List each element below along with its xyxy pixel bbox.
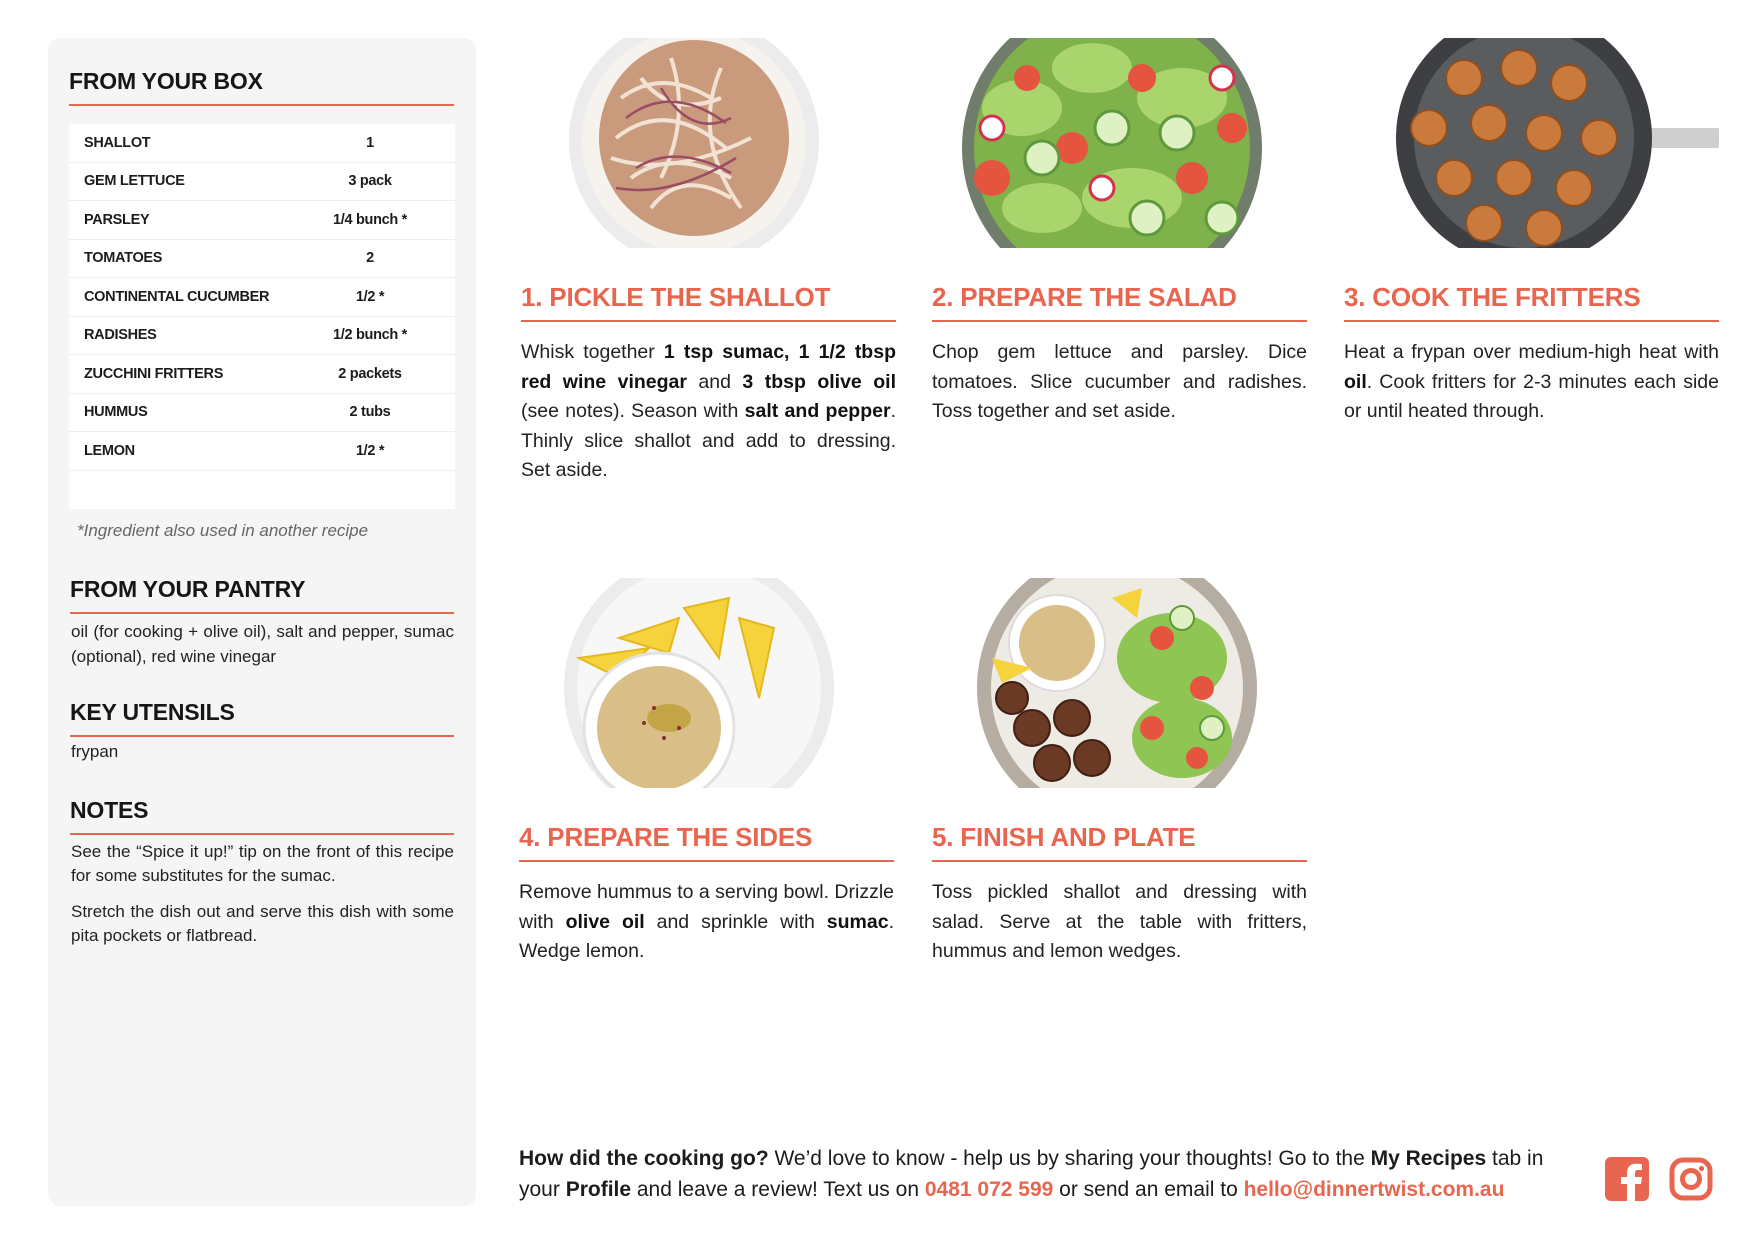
text-segment: We’d love to know - help us by sharing your thoughts! Go to the: [768, 1147, 1371, 1170]
step-instructions: [521, 338, 896, 486]
ingredient-qty: 3 pack: [348, 173, 392, 190]
text-segment: Toss pickled shallot and dressing with salad. Serve at the table with fritters, hummus and lemon wedges.: [932, 881, 1307, 962]
text-segment: . Thinly slice shallot and add to dressing. Set aside.: [521, 400, 896, 481]
bold-text: sumac: [826, 910, 889, 933]
feedback-message: [519, 1143, 1589, 1205]
from-your-box-heading: FROM YOUR BOX: [69, 68, 454, 106]
ingredient-qty: 1/2 *: [355, 442, 385, 459]
ingredient-name: ZUCCHINI FRITTERS: [84, 365, 224, 382]
ingredient-name: TOMATOES: [84, 250, 163, 267]
step-title: 1. PICKLE THE SHALLOT: [521, 282, 896, 322]
bold-text: Profile: [565, 1178, 632, 1201]
ingredient-qty: 1/2 *: [355, 288, 385, 305]
text-segment: or send an email to: [1053, 1178, 1244, 1201]
step-title: 3. COOK THE FRITTERS: [1344, 282, 1719, 322]
bold-text: salt and pepper: [744, 400, 891, 422]
text-segment: . Wedge lemon.: [519, 910, 894, 962]
text-segment: Chop gem lettuce and parsley. Dice tomatoes. Slice cucumber and radishes. Toss together and set aside.: [932, 341, 1307, 422]
bold-text: How did the cooking go?: [519, 1147, 769, 1170]
text-segment: and: [686, 370, 743, 393]
ingredient-row: [69, 240, 455, 279]
facebook-icon[interactable]: [1604, 1156, 1650, 1202]
ingredient-row: [69, 355, 455, 394]
contact-link[interactable]: hello@dinnertwist.com.au: [1243, 1178, 1505, 1201]
bold-text: oil: [1344, 370, 1367, 393]
note-paragraph: Stretch the dish out and serve this dish with some pita pockets or flatbread.: [71, 902, 454, 945]
pantry-items: oil (for cooking + olive oil), salt and pepper, sumac (optional), red wine vinegar: [71, 622, 454, 666]
text-segment: tab in your: [519, 1147, 1544, 1201]
ingredients-table: [69, 124, 455, 509]
bold-text: My Recipes: [1370, 1147, 1487, 1170]
salad-bowl-photo: [932, 38, 1307, 248]
utensils-list: frypan: [71, 742, 119, 761]
text-segment: (see notes). Season with: [521, 400, 745, 422]
ingredient-qty: 1/2 bunch *: [332, 327, 408, 344]
ingredient-row: [69, 432, 455, 471]
step-instructions: [1344, 338, 1719, 427]
ingredient-qty: 1: [366, 134, 374, 151]
ingredient-name: CONTINENTAL CUCUMBER: [84, 288, 270, 305]
text-segment: Remove hummus to a serving bowl. Drizzle with: [519, 881, 894, 933]
ingredient-name: HUMMUS: [84, 404, 148, 421]
text-segment: and sprinkle with: [644, 910, 827, 933]
ingredient-name: RADISHES: [84, 327, 157, 344]
text-segment: Heat a frypan over medium-high heat with: [1344, 341, 1719, 363]
bold-text: 3 tbsp olive oil: [742, 370, 896, 393]
step-instructions: [932, 338, 1307, 427]
ingredient-row: [69, 394, 455, 433]
ingredient-qty: 2: [366, 250, 374, 267]
note-paragraph: See the “Spice it up!” tip on the front of this recipe for some substitutes for the sumac.: [71, 842, 454, 885]
ingredient-footnote: *Ingredient also used in another recipe: [77, 521, 369, 540]
step-title: 4. PREPARE THE SIDES: [519, 822, 894, 862]
fritters-frypan-photo: [1344, 38, 1719, 248]
ingredient-qty: 1/4 bunch *: [332, 211, 408, 228]
ingredients-sidebar: [48, 38, 476, 1206]
ingredient-row: [69, 278, 455, 317]
step-title: 2. PREPARE THE SALAD: [932, 282, 1307, 322]
ingredient-name: LEMON: [84, 442, 135, 459]
from-your-pantry-heading: FROM YOUR PANTRY: [70, 576, 454, 614]
ingredient-row: [69, 317, 455, 356]
text-segment: and leave a review! Text us on: [631, 1178, 925, 1201]
ingredient-name: PARSLEY: [84, 211, 150, 228]
bold-text: 1 tsp sumac, 1 1/2 tbsp red wine vinegar: [521, 341, 896, 393]
notes-body: [71, 840, 454, 948]
text-segment: . Cook fritters for 2-3 minutes each side or until heated through.: [1344, 370, 1719, 422]
hummus-lemon-plate-photo: [519, 578, 894, 788]
step-instructions: [932, 878, 1307, 967]
ingredient-row: [69, 201, 455, 240]
ingredient-row: [69, 163, 455, 202]
ingredient-qty: 2 packets: [338, 365, 402, 382]
step-title: 5. FINISH AND PLATE: [932, 822, 1307, 862]
pickled-shallot-bowl-photo: [521, 38, 896, 248]
empty-row: [69, 471, 455, 509]
key-utensils-heading: KEY UTENSILS: [70, 699, 454, 737]
ingredient-name: SHALLOT: [84, 134, 151, 151]
finished-plate-photo: [932, 578, 1307, 788]
notes-heading: NOTES: [70, 797, 454, 835]
step-instructions: [519, 878, 894, 967]
ingredient-name: GEM LETTUCE: [84, 173, 185, 190]
ingredient-row: [69, 124, 455, 163]
ingredient-qty: 2 tubs: [349, 404, 391, 421]
bold-text: olive oil: [565, 910, 645, 933]
instagram-icon[interactable]: [1668, 1156, 1714, 1202]
contact-link[interactable]: 0481 072 599: [924, 1178, 1054, 1201]
text-segment: Whisk together: [521, 341, 664, 363]
